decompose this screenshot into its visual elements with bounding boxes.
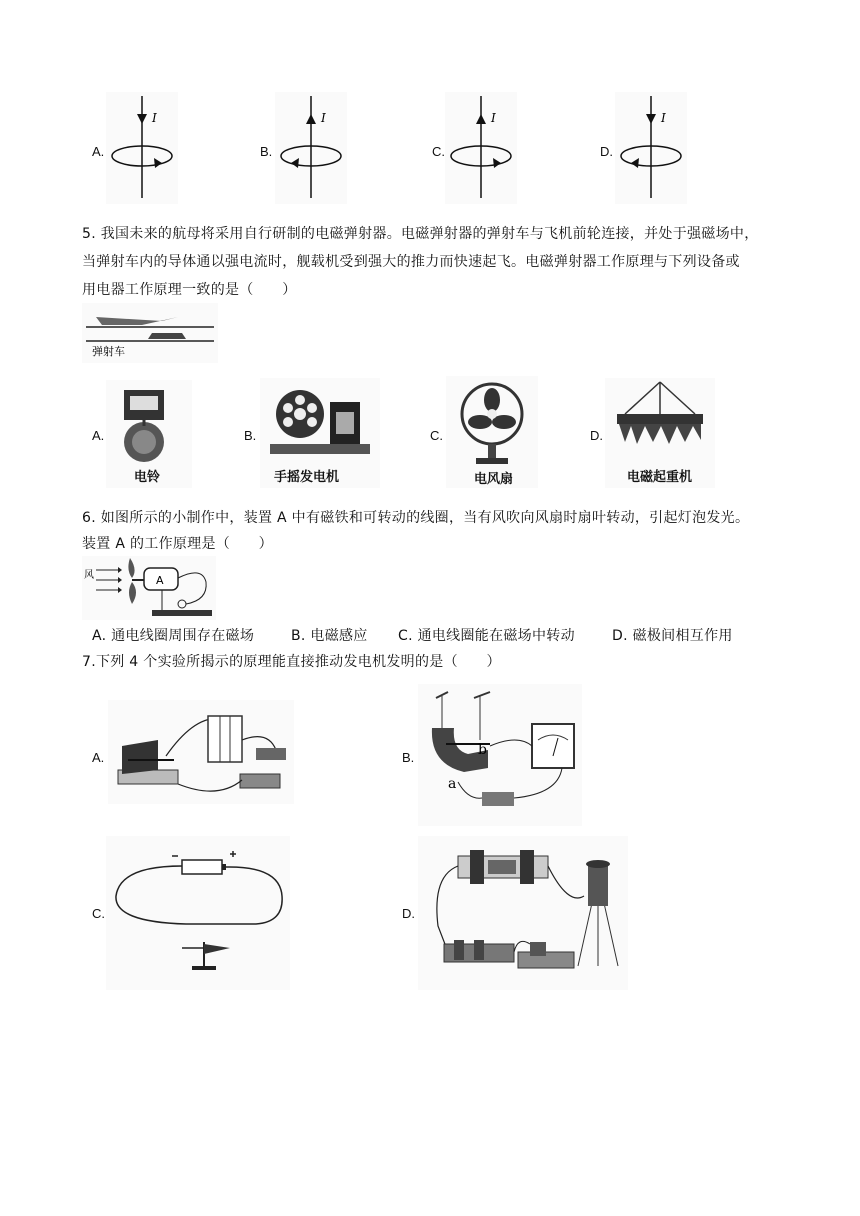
q7-line-1: 7.下列 4 个实验所揭示的原理能直接推动发电机发明的是（ ） <box>82 654 501 670</box>
q6-wind-label: 风 <box>84 570 94 581</box>
q5-catapult-label: 弹射车 <box>92 345 125 358</box>
q7-figure-a <box>108 700 294 804</box>
q7-option-d-label[interactable]: D. <box>402 906 415 921</box>
q5-option-d-label[interactable]: D. <box>590 428 603 443</box>
q5-caption-a: 电铃 <box>134 470 161 485</box>
q7-option-b-label[interactable]: B. <box>402 750 415 765</box>
q4-option-a-label[interactable]: A. <box>92 144 105 159</box>
q4-figure-a <box>106 92 178 204</box>
q5-caption-b: 手摇发电机 <box>274 470 340 485</box>
q5-electromagnetic-crane-figure <box>605 378 715 488</box>
q7-b-label-b: b <box>478 742 487 758</box>
q7-figure-b <box>418 684 582 826</box>
q5-catapult-figure <box>82 303 218 363</box>
q4-figure-d <box>615 92 687 204</box>
q5-caption-d: 电磁起重机 <box>627 470 693 485</box>
q5-caption-c: 电风扇 <box>474 472 514 487</box>
q5-electric-bell-figure <box>106 380 192 488</box>
q6-line-2: 装置 A 的工作原理是（ ） <box>82 536 273 552</box>
q4-option-b-label[interactable]: B. <box>260 144 273 159</box>
q6-option-a[interactable]: A. 通电线圈周围存在磁场 <box>92 628 255 644</box>
q4-a-current-label: I <box>152 111 157 125</box>
q4-option-c-label[interactable]: C. <box>432 144 445 159</box>
q4-d-current-label: I <box>661 111 666 125</box>
q6-wind-generator-figure <box>82 556 216 620</box>
q7-figure-c <box>106 836 290 990</box>
q5-hand-generator-figure <box>260 378 380 488</box>
q7-figure-d <box>418 836 628 990</box>
q6-device-label: A <box>156 574 164 587</box>
q7-option-c-label[interactable]: C. <box>92 906 105 921</box>
q4-c-current-label: I <box>491 111 496 125</box>
q6-option-c[interactable]: C. 通电线圈能在磁场中转动 <box>398 628 575 644</box>
q6-option-b[interactable]: B. 电磁感应 <box>291 628 368 644</box>
q4-option-d-label[interactable]: D. <box>600 144 613 159</box>
q5-option-c-label[interactable]: C. <box>430 428 443 443</box>
q7-b-label-a: a <box>448 776 457 792</box>
q5-option-a-label[interactable]: A. <box>92 428 105 443</box>
q4-figure-c <box>445 92 517 204</box>
q5-line-1: 5. 我国未来的航母将采用自行研制的电磁弹射器。电磁弹射器的弹射车与飞机前轮连接，并处于强磁场中， <box>82 226 759 242</box>
q7-option-a-label[interactable]: A. <box>92 750 105 765</box>
q4-figure-b <box>275 92 347 204</box>
q5-line-2: 当弹射车内的导体通以强电流时，舰载机受到强大的推力而快速起飞。电磁弹射器工作原理与下列设备或 <box>82 254 740 270</box>
q4-b-current-label: I <box>321 111 326 125</box>
q6-line-1: 6. 如图所示的小制作中，装置 A 中有磁铁和可转动的线圈，当有风吹向风扇时扇叶转动，引起灯泡发光。 <box>82 510 750 526</box>
q5-option-b-label[interactable]: B. <box>244 428 257 443</box>
q6-option-d[interactable]: D. 磁极间相互作用 <box>612 628 733 644</box>
q5-electric-fan-figure <box>446 376 538 488</box>
q5-line-3: 用电器工作原理一致的是（ ） <box>82 282 297 298</box>
